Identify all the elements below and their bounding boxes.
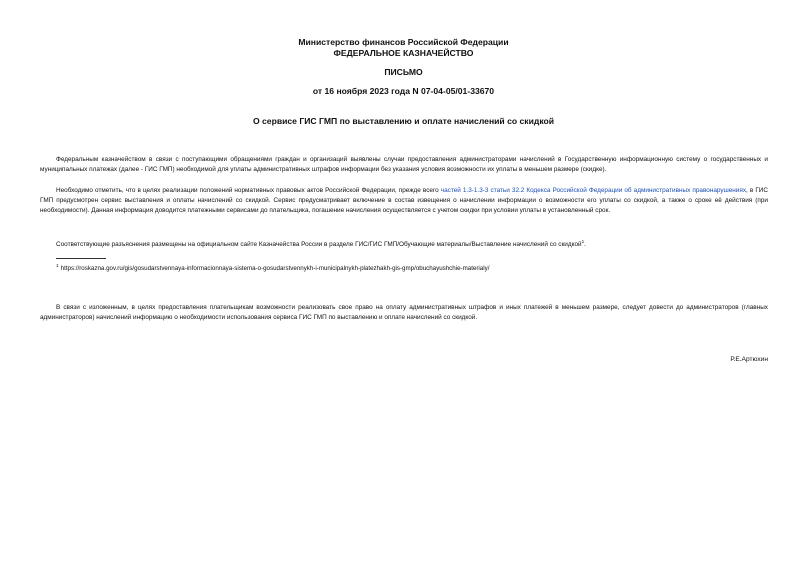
paragraph-2 [40, 186, 768, 217]
paragraph-2-intro: Необходимо отметить, что в целях реализации положений нормативных правовых актов Российской Федерации, прежде всего [56, 187, 441, 194]
footnote-reference[interactable]: 1 [581, 239, 585, 244]
footnote-divider [56, 258, 106, 259]
document-date-number: от 16 ноября 2023 года N 07-04-05/01-33670 [312, 86, 495, 96]
footnote-mark: 1 [56, 264, 59, 269]
footnote [56, 262, 489, 273]
organization-header [0, 37, 807, 59]
paragraph-2-body: , в ГИС ГМП предусмотрен сервис выставления и оплаты начислений со скидкой. Сервис предусматривает включение в состав извещения о начислении информации о возможности его уплаты со скидкой, а также о сроке её действия (при необходимости). Данная информация доводится платежными сервисами до плательщика, погашение начисления осуществляется с учетом скидки при условии уплаты в установленный срок. [40, 187, 768, 215]
ministry-name: Министерство финансов Российской Федерации [298, 37, 509, 47]
agency-name: ФЕДЕРАЛЬНОЕ КАЗНАЧЕЙСТВО [333, 48, 474, 58]
signature: Р.Е.Артюхин [730, 356, 768, 363]
document-type: ПИСЬМО [384, 67, 423, 77]
koap-article-link[interactable]: частей 1.3-1.3-3 статьи 32.2 Кодекса Российской Федерации об административных правонарушениях [440, 187, 747, 194]
paragraph-3-end: . [584, 241, 586, 249]
paragraph-3-text: Соответствующие разъяснения размещены на официальном сайте Казначейства России в разделе ГИС/ГИС ГМП/Обучающие материалы/Выставление начислений со скидкой [56, 241, 582, 249]
paragraph-1: Федеральным казначейством в связи с поступающими обращениями граждан и организаций выявлены случаи предоставления администраторами начислений в Государственную информационную систему о государственных и муниципальных платежах (далее - ГИС ГМП) необходимой для уплаты административных штрафов информации без указания условия возможности их уплаты в меньшем размере (скидке). [40, 156, 768, 174]
paragraph-3 [40, 237, 768, 250]
document-title: О сервисе ГИС ГМП по выставлению и оплате начислений со скидкой [252, 116, 555, 126]
paragraph-4: В связи с изложенным, в целях предоставления плательщикам возможности реализовать свое право на оплату административных штрафов и иных платежей в меньшем размере, следует довести до администраторов (главных администраторов) начислений информацию о необходимости использования сервиса ГИС ГМП по выставлению и оплате начислений со скидкой. [40, 304, 768, 322]
footnote-url[interactable]: https://roskazna.gov.ru/gis/gosudarstvennaya-informacionnaya-sistema-o-gosudarstvennykh-i-municipalnykh-platezhakh-gis-gmp/obuchayushchie-materialy/ [60, 265, 490, 273]
